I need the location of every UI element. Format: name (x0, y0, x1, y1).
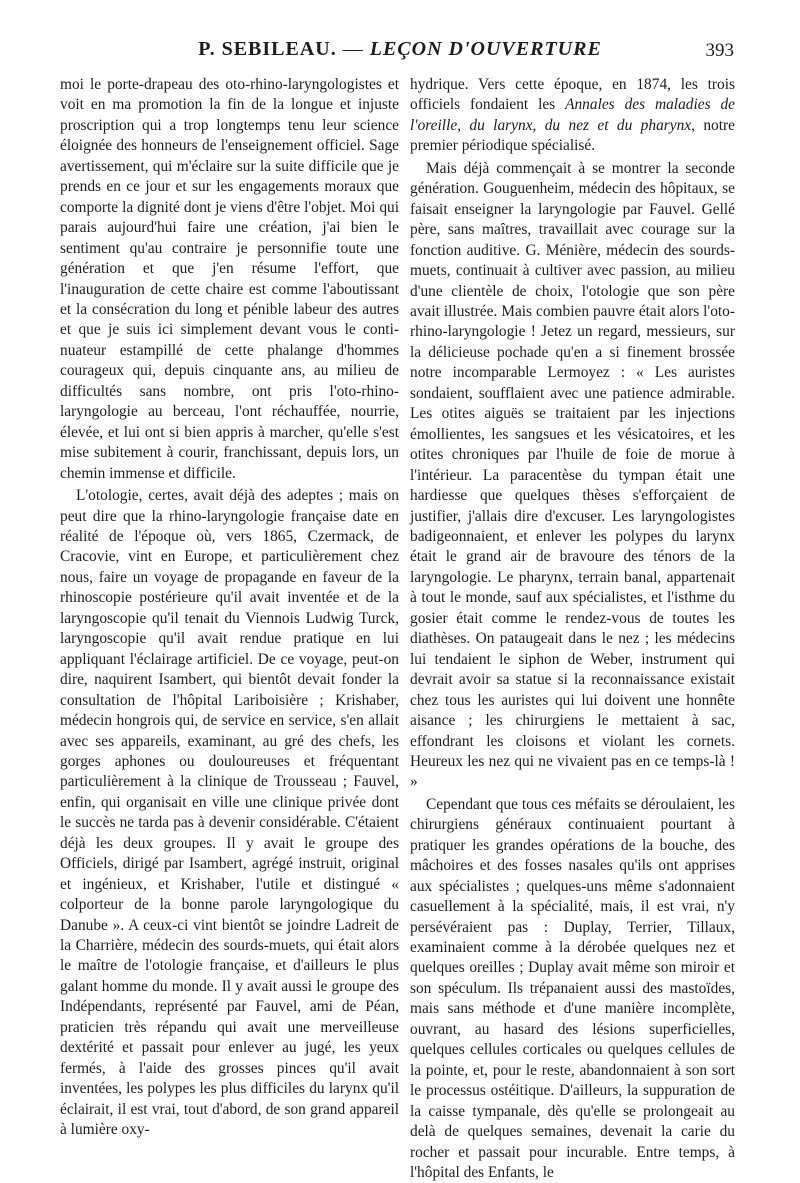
running-title (190, 38, 610, 61)
right-paragraph-1-start: hydrique. Vers cette époque, en 1874, les trois officiels fondaient les (410, 76, 735, 114)
author-name: P. SEBILEAU. (198, 38, 337, 60)
left-paragraph-2: L'otologie, certes, avait déjà des adeptes ; mais on peut dire que la rhino-laryngologie française date en réalité de l'époque où, vers 1865, Czermack, de Cracovie, vint en Europe, et particulièrement chez nous, faire un voyage de propagande en faveur de la rhinoscopie postérieure qu'il avait inventée et de la laryngoscopie qu'il tenait du Viennois Ludwig Turck, laryngoscopie qu'il avait rendue pratique en lui appliquant l'éclairage artificiel. De ce voyage, peut-on dire, naquirent Isambert, qui bientôt devait fonder la consultation de l'hôpital Lariboisière ; Krishaber, médecin hongrois qui, de service en service, s'en allait avec ses appareils, examinant, au gré des chefs, les gorges aphones ou douloureuses et fréquentant particulièrement à la clinique de Trousseau ; Fauvel, enfin, qui organisait en ville une clinique privée dont le succès ne tarda pas à devenir considérable. C'étaient déjà les deux groupes. Il y avait le groupe des Officiels, dirigé par Isambert, agrégé instruit, original et ingénieux, et Krishaber, l'utile et distingué « colporteur de la bonne parole laryngologique du Danube ». A ceux-ci vint bientôt se joindre Ladreit de la Charrière, médecin des sourds-muets, qui était alors le maître de l'otologie française, et d'ailleurs le plus galant homme du monde. Il y avait aussi le groupe des Indépendants, représenté par Fauvel, ami de Péan, praticien très répandu qui avait une merveilleuse dextérité et passait pour enlever au jugé, les yeux fermés, à l'aide des grosses pinces qu'il avait inventées, les polypes les plus difficiles du larynx qu'il éclairait, il est vrai, tout d'abord, de son grand appareil à lumière oxy- (60, 487, 399, 1139)
left-column (60, 75, 399, 1141)
right-paragraph-2: Mais déjà commençait à se montrer la seconde génération. Gouguenheim, médecin des hôpitaux, se faisait enseigner la laryngologie par Fauvel. Gellé père, sans maîtres, travaillait avec courage sur la fonction auditive. G. Ménière, médecin des sourds-muets, continuait à cultiver avec passion, au milieu d'une clientèle de choix, l'otologie que son père avait illustrée. Mais combien pauvre était alors l'oto-rhino-laryngologie ! Jetez un regard, messieurs, sur la délicieuse pochade qu'en a si finement brossée notre incomparable Lermoyez : « Les auristes sondaient, soufflaient avec une patience admirable. Les otites aiguës se traitaient par les injections émollientes, les sangsues et les vésicatoires, et les otites chroniques par l'huile de foie de morue à l'intérieur. La paracentèse du tympan était une hardiesse que quelques thèses s'efforçaient de justifier, j'allais dire d'excuser. Les laryngologistes badigeonnaient, et enlever les polypes du larynx était le grand air de bravoure des ténors de la laryngologie. Le pharynx, terrain banal, appartenait à tout le monde, sauf aux spécialistes, et l'isthme du gosier était comme le rendez-vous de toutes les diathèses. On pataugeait dans le nez ; les médecins lui tendaient le siphon de Weber, instrument qui devrait avoir sa statue si la reconnaissance existait chez tous les auristes qui lui doivent une honnête aisance ; les chirurgiens le mettaient à sac, effondrant les cloisons et violant les cornets. Heureux les nez qui ne vivaient pas en ce temps-là ! » (410, 159, 735, 791)
right-paragraph-1 (410, 75, 735, 157)
page-number: 393 (705, 40, 734, 61)
page-header (0, 38, 800, 72)
left-paragraph-1: moi le porte-drapeau des oto-rhino-laryngologistes et voit en ma promotion la fin de la longue et injuste proscription qui a trop longtemps tenu leur science éloignée des honneurs de l'enseignement officiel. Sage avertissement, qui m'éclaire sur la suite difficile que je prends en ce jour et sur les engagements moraux que comporte la dignité dont je viens d'être l'objet. Moi qui parais aujourd'hui faire une création, j'ai bien le sentiment qu'au contraire je personnifie toute une génération et que j'en résume l'effort, que l'inauguration de cette chaire est comme l'aboutissant et la consécration du long et pénible labeur des autres et que je suis ici simplement devant vous le continuateur estampillé de cette phalange d'hommes courageux qui, depuis cinquante ans, au milieu de difficultés sans nombre, ont pris l'oto-rhino-laryngologie au berceau, l'ont réchauffée, nourrie, élevée, et lui ont si bien appris à marcher, qu'elle s'est mise subitement à courir, franchissant, depuis lors, un chemin immense et difficile. (60, 76, 399, 482)
right-paragraph-3: Cependant que tous ces méfaits se déroulaient, les chirurgiens généraux continuaient pourtant à pratiquer les grandes opérations de la bouche, des mâchoires et des fosses nasales qu'ils ont apprises aux spécialistes ; quelques-uns même s'adonnaient casuellement à la spécialité, mais, il est vrai, n'y persévéraient pas : Duplay, Terrier, Tillaux, examinaient comme à la dérobée quelques nez et quelques oreilles ; Duplay avait même son miroir et son spéculum. Ils trépanaient aussi des mastoïdes, mais sans méthode et d'une manière incomplète, ouvrant, au hasard des lésions superficielles, quelques cellules corticales ou quelques cellules de la pointe, et, pour le reste, abandonnaient à son sort le processus ostéitique. D'ailleurs, la suppuration de la caisse tympanale, dès qu'elle se prolongeait au delà de quelques semaines, devenait la carie du rocher et passait pour incurable. Entre temps, à l'hôpital des Enfants, le (410, 795, 735, 1182)
right-paragraph-1-end: , notre premier périodique spécialisé. (410, 116, 735, 155)
right-column (410, 75, 735, 1183)
lecture-title: LEÇON D'OUVERTURE (369, 38, 602, 60)
journal-title: Annales des maladies de l'oreille, du larynx, du nez et du pharynx (410, 96, 735, 134)
title-separator: — (342, 38, 364, 60)
